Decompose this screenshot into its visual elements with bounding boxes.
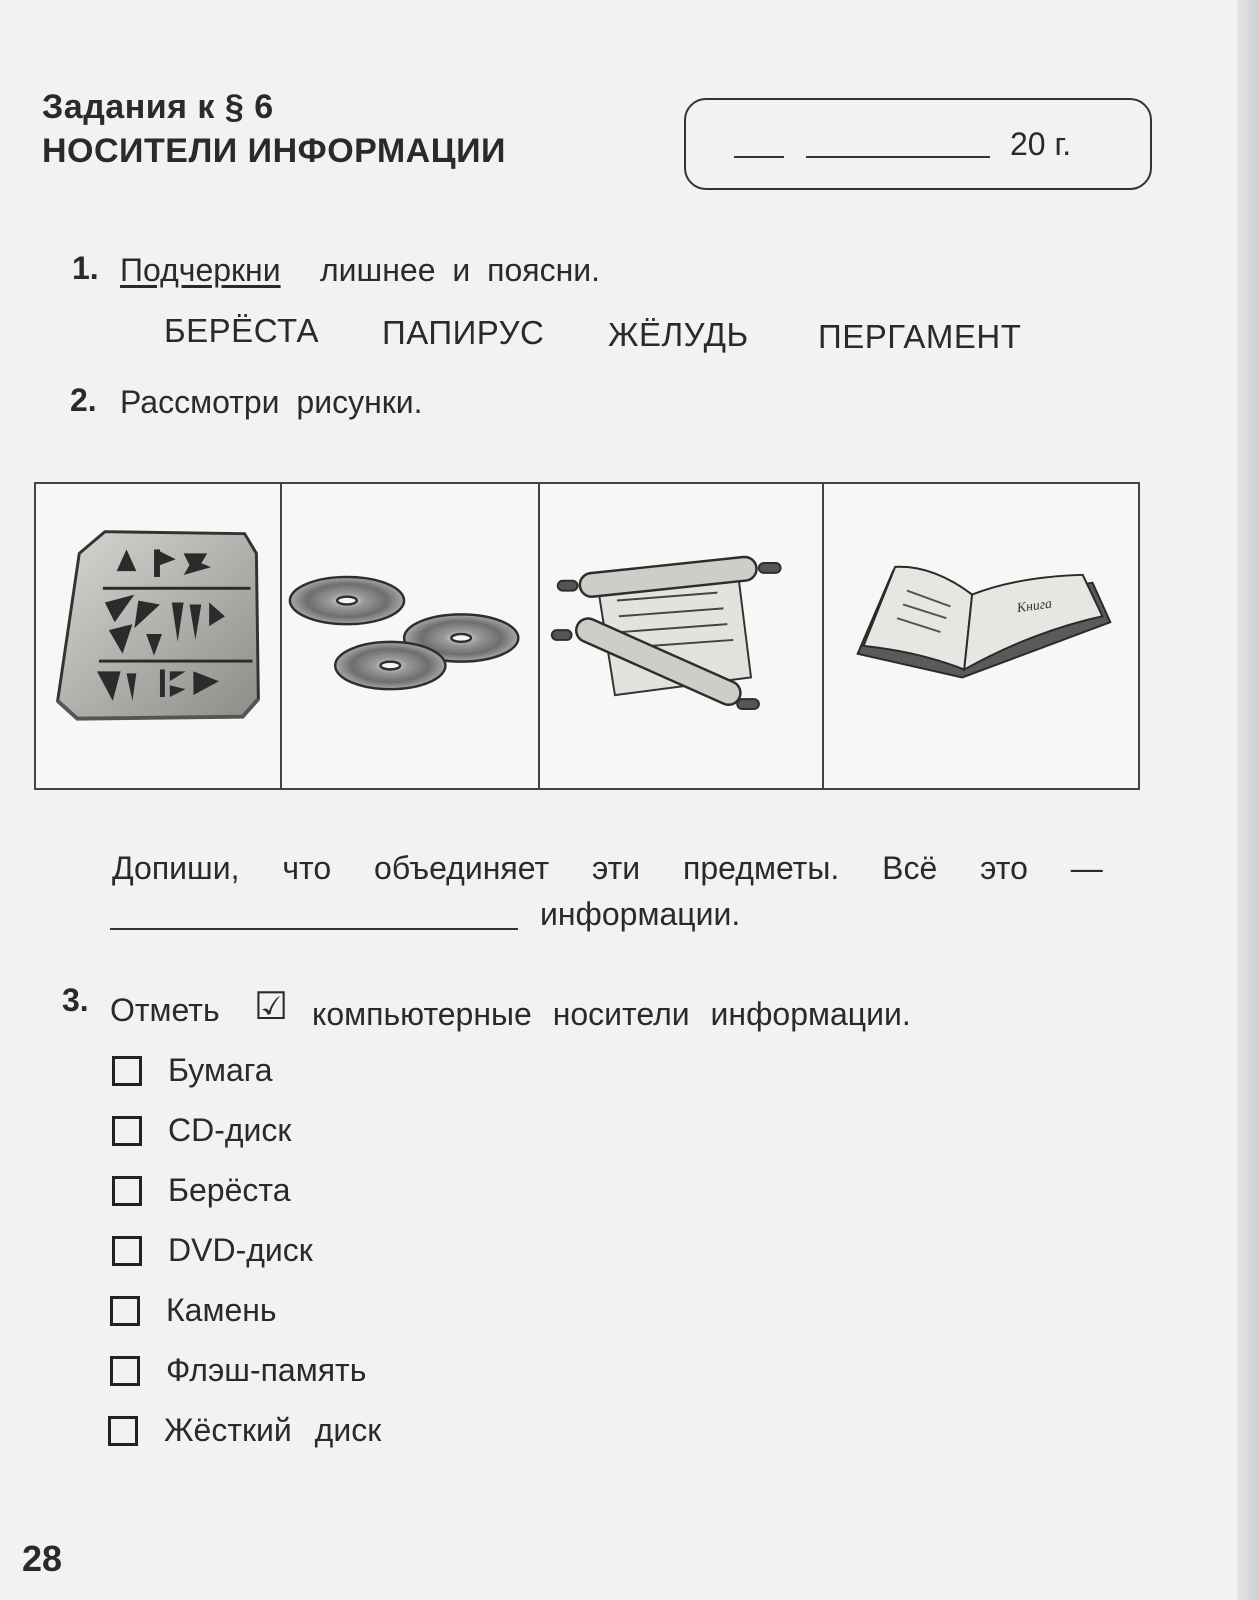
task3-instruction-end: компьютерные носители информации. [312,996,911,1032]
option-label: Флэш-память [166,1352,367,1388]
task2-instruction: Рассмотри рисунки. [120,384,423,420]
option-label: DVD-диск [168,1232,313,1268]
task2-number: 2. [70,382,97,418]
fill-in-sentence: Допиши, что объединяет эти предметы. Всё это — [112,850,1103,886]
task1-number: 1. [72,250,99,286]
task1-instruction: лишнее и поясни. [320,252,601,288]
word-option[interactable]: ПЕРГАМЕНТ [818,318,1022,355]
option-label: Жёсткий диск [164,1412,382,1448]
stone-tablet-panel [34,482,282,790]
page-title: НОСИТЕЛИ ИНФОРМАЦИИ [42,132,506,170]
option-label: Берёста [168,1172,291,1208]
word-option[interactable]: ЖЁЛУДЬ [608,316,749,353]
task3-instruction-start: Отметь [110,992,220,1028]
checkbox-dvd[interactable] [112,1236,142,1266]
option-label: Бумага [168,1052,273,1088]
checkbox-cd[interactable] [112,1116,142,1146]
scroll-panel [538,482,824,790]
checkbox-hard-disk[interactable] [108,1416,138,1446]
word-option[interactable]: ПАПИРУС [382,314,545,351]
checkbox-stone[interactable] [110,1296,140,1326]
option-label: CD-диск [168,1112,292,1148]
stone-tablet-icon [36,484,280,788]
checkbox-paper[interactable] [112,1056,142,1086]
page-edge [1237,0,1259,1600]
section-heading: Задания к § 6 [42,88,274,126]
date-box [684,98,1152,190]
checkbox-flash[interactable] [110,1356,140,1386]
date-month-line[interactable] [806,156,990,158]
scroll-icon [540,484,822,788]
checkbox-birchbark[interactable] [112,1176,142,1206]
checkmark-icon: ☑ [254,986,289,1028]
book-panel [822,482,1140,790]
task3-number: 3. [62,982,89,1018]
fill-in-answer-line[interactable] [110,928,518,930]
book-icon [824,484,1138,788]
word-option[interactable]: БЕРЁСТА [164,312,320,349]
page-number: 28 [22,1538,63,1579]
task1-underlined-word: Подчеркни [120,252,281,288]
cd-discs-icon [282,484,538,788]
book-caption: Книга [1015,595,1053,616]
date-year-suffix: 20 г. [1010,126,1072,162]
date-day-line[interactable] [734,156,784,158]
option-label: Камень [166,1292,277,1328]
fill-in-sentence-end: информации. [540,896,741,932]
cd-discs-panel [280,482,540,790]
